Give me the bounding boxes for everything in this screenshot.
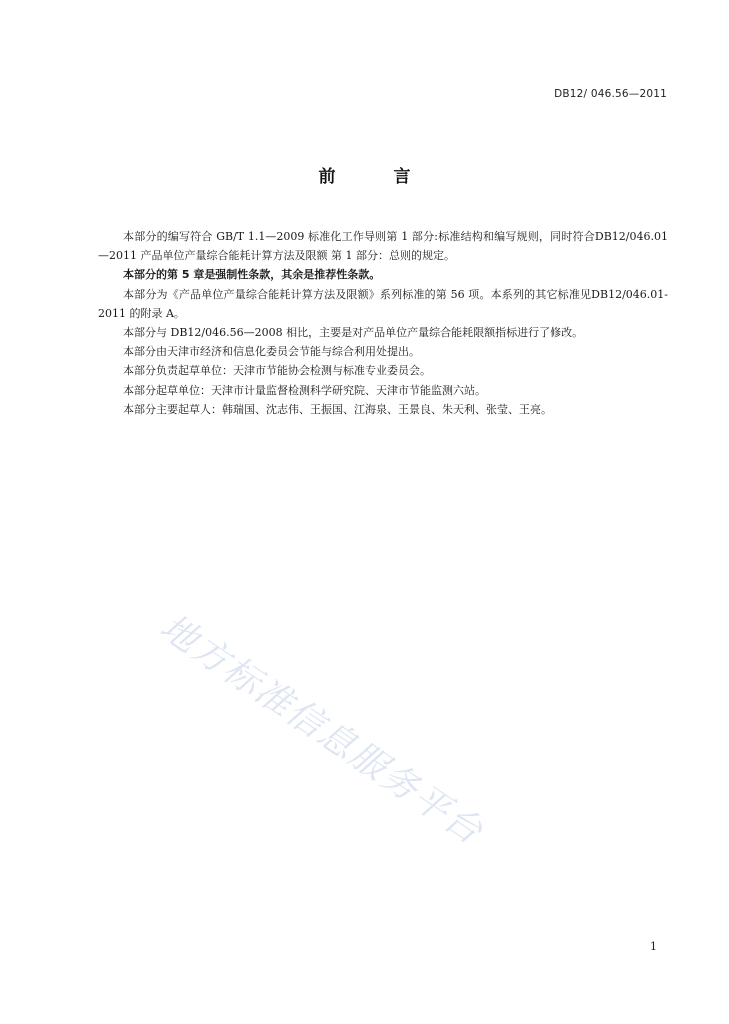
paragraph-responsible-drafter: 本部分负责起草单位：天津市节能协会检测与标准专业委员会。 bbox=[123, 364, 431, 378]
paragraph-standard-conformance: 本部分的编写符合 GB/T 1.1—2009 标准化工作导则第 1 部分:标准结构和编写规则，同时符合DB12/046.01—2011 产品单位产量综合能耗计算方法及限额 第 1 部分：总则的规定。 bbox=[98, 230, 668, 263]
paragraph-drafting-units: 本部分起草单位：天津市计量监督检测科学研究院、天津市节能监测六站。 bbox=[123, 383, 486, 397]
page-title: 前 言 bbox=[318, 167, 437, 187]
paragraph-drafters: 本部分主要起草人：韩瑞国、沈志伟、王振国、江海泉、王景良、朱天利、张莹、王亮。 bbox=[123, 402, 552, 416]
document-code: DB12/ 046.56—2011 bbox=[554, 88, 667, 100]
paragraph-series-info: 本部分为《产品单位产量综合能耗计算方法及限额》系列标准的第 56 项。本系列的其它标准见DB12/046.01-2011 的附录 A。 bbox=[98, 287, 668, 320]
page-number: 1 bbox=[650, 940, 657, 953]
paragraph-mandatory-clause: 本部分的第 5 章是强制性条款，其余是推荐性条款。 bbox=[123, 268, 381, 282]
paragraph-changes: 本部分与 DB12/046.56—2008 相比，主要是对产品单位产量综合能耗限额指标进行了修改。 bbox=[123, 326, 584, 340]
paragraph-proposer: 本部分由天津市经济和信息化委员会节能与综合利用处提出。 bbox=[123, 345, 420, 359]
watermark: 地方标准信息服务平台 bbox=[152, 606, 491, 854]
foreword-body bbox=[98, 227, 668, 419]
